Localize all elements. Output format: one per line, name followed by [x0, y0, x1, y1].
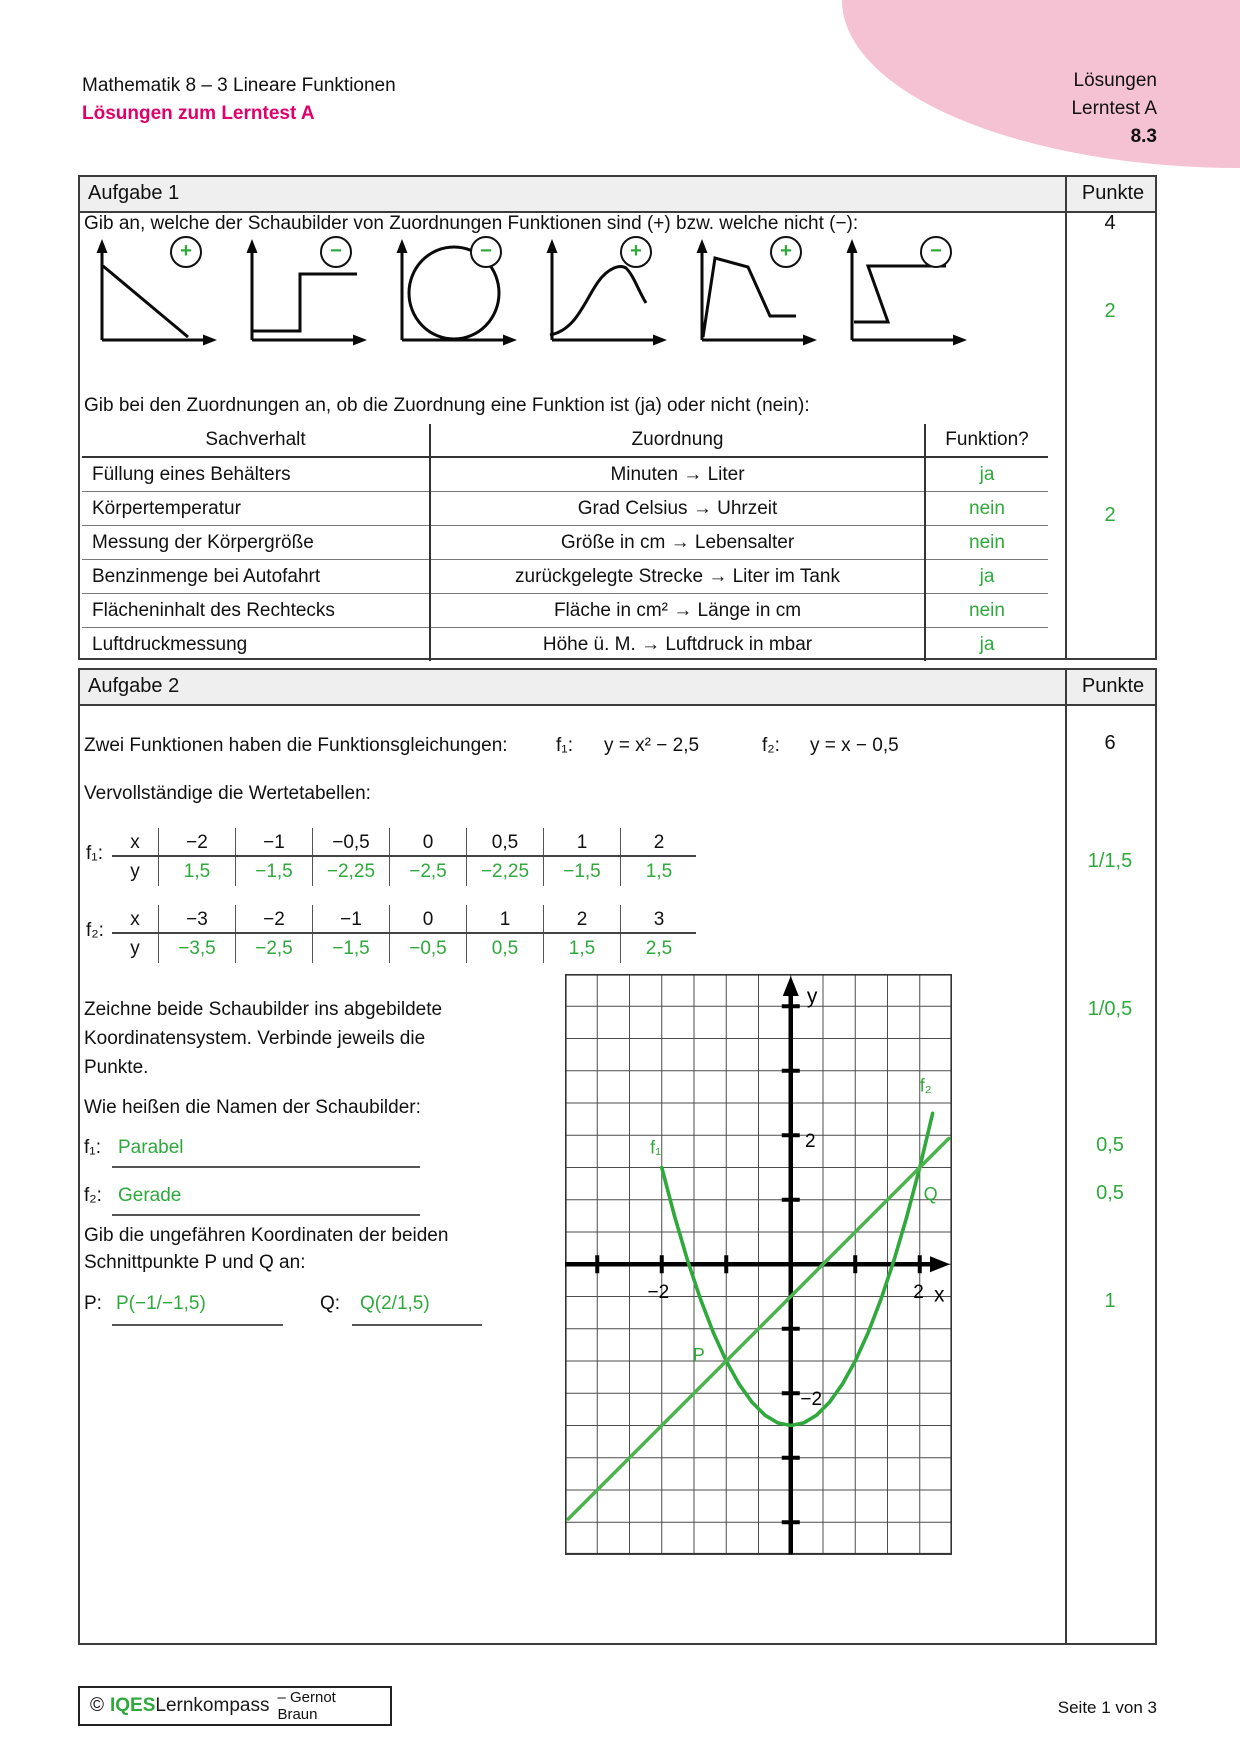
- name-f2-label: f₂:: [84, 1185, 102, 1206]
- graph4-sign-badge: +: [620, 236, 652, 268]
- tables-instruction: Vervollständige die Wertetabellen:: [84, 783, 371, 804]
- task1-table-intro: Gib bei den Zuordnungen an, ob die Zuordnung eine Funktion ist (ja) oder nicht (nein):: [84, 395, 810, 416]
- task2-intro: Zwei Funktionen haben die Funktionsgleichungen:: [84, 735, 508, 756]
- wt2-middle-line: [112, 932, 696, 934]
- wt1-y-value: −2,5: [390, 857, 467, 886]
- corner-blob-decoration: [842, 0, 1240, 168]
- mini-graph-5: [690, 236, 840, 352]
- cell-zuordnung: Größe in cm → Lebensalter: [430, 526, 925, 560]
- table-row: [82, 457, 1048, 492]
- col-header-sachverhalt: Sachverhalt: [82, 424, 430, 457]
- col-header-funktion: Funktion?: [925, 424, 1048, 457]
- page-number: Seite 1 von 3: [1057, 1698, 1157, 1717]
- wt1-y-value: −2,25: [313, 857, 390, 886]
- cell-sachverhalt: Benzinmenge bei Autofahrt: [82, 560, 430, 594]
- cell-zuordnung: Fläche in cm² → Länge in cm: [430, 594, 925, 628]
- corner-line-1: Lösungen: [1073, 70, 1157, 91]
- intersect-line1: Gib die ungefähren Koordinaten der beiden: [84, 1225, 449, 1246]
- task1-points-table: 2: [1104, 504, 1116, 526]
- wt2-x-value: −2: [236, 905, 313, 934]
- task2-points-intersect: 1: [1104, 1290, 1116, 1312]
- task1-points-separator: [1065, 177, 1067, 658]
- names-heading: Wie heißen die Namen der Schaubilder:: [84, 1097, 421, 1118]
- cell-zuordnung: Grad Celsius → Uhrzeit: [430, 492, 925, 526]
- f2-symbol: f₂:: [762, 735, 780, 756]
- wt1-middle-line: [112, 855, 696, 857]
- task1-points-header: Punkte: [1081, 182, 1145, 204]
- cell-answer: nein: [925, 594, 1048, 628]
- footer-credit-box: [78, 1686, 392, 1726]
- draw-instruction-line1: Zeichne beide Schaubilder ins abgebildete: [84, 999, 443, 1020]
- mini-graph-2: [240, 236, 390, 352]
- wt2-y-rowlabel: y: [130, 937, 140, 959]
- page-title: Lösungen zum Lerntest A: [82, 103, 315, 124]
- wt2-x-value: 0: [390, 905, 467, 934]
- wt2-x-value: 3: [621, 905, 698, 934]
- wt2-x-value: 2: [544, 905, 621, 934]
- svg-text:f₁: f₁: [650, 1137, 662, 1158]
- wt1-label: f₁:: [86, 843, 103, 864]
- copyright-icon: ©: [90, 1695, 104, 1716]
- wt2-label: f₂:: [86, 920, 104, 941]
- table-row: [82, 594, 1048, 628]
- graph2-sign-badge: −: [320, 236, 352, 268]
- wt1-x-value: 1: [544, 828, 621, 857]
- f1-symbol: f₁:: [556, 735, 573, 756]
- task2-points-header: Punkte: [1081, 675, 1145, 697]
- draw-instruction-line2: Koordinatensystem. Verbinde jeweils die: [84, 1028, 426, 1049]
- task2-points-draw: 1/0,5: [1087, 998, 1133, 1020]
- wt1-y-value: 1,5: [621, 857, 698, 886]
- table-row: [82, 492, 1048, 526]
- q-answer-line: [352, 1324, 482, 1326]
- cell-answer: ja: [925, 628, 1048, 662]
- cell-answer: ja: [925, 457, 1048, 492]
- f1-equation: y = x² − 2,5: [604, 735, 700, 756]
- wt1-x-rowlabel: x: [130, 831, 140, 853]
- svg-text:y: y: [806, 985, 818, 1009]
- wt2-x-row: [112, 905, 697, 934]
- cell-sachverhalt: Füllung eines Behälters: [82, 457, 430, 492]
- wt2-y-value: 2,5: [621, 934, 698, 963]
- cell-zuordnung: Höhe ü. M. → Luftdruck in mbar: [430, 628, 925, 662]
- footer-author: – Gernot Braun: [277, 1689, 336, 1723]
- task1-points-intro: 4: [1104, 212, 1116, 234]
- graph3-sign-badge: −: [470, 236, 502, 268]
- task2-heading: Aufgabe 2: [88, 675, 180, 697]
- name-f1-label: f₁:: [84, 1137, 101, 1158]
- graph5-sign-badge: +: [770, 236, 802, 268]
- mini-graph-4: [540, 236, 690, 352]
- f2-equation: y = x − 0,5: [810, 735, 899, 756]
- brand-iqes: IQES: [110, 1695, 156, 1716]
- task2-header-band: [80, 670, 1155, 706]
- cell-answer: nein: [925, 526, 1048, 560]
- wt1-x-value: 0,5: [467, 828, 544, 857]
- svg-text:x: x: [933, 1283, 945, 1307]
- wt2-y-row: [112, 934, 697, 963]
- q-label: Q:: [320, 1293, 341, 1314]
- wt1-x-value: 0: [390, 828, 467, 857]
- table-row: [82, 628, 1048, 662]
- task2-points-name-f2: 0,5: [1096, 1182, 1124, 1204]
- wt2-x-value: 1: [467, 905, 544, 934]
- corner-section-number: 8.3: [1130, 126, 1157, 147]
- wt1-y-value: −1,5: [236, 857, 313, 886]
- wt2-y-value: −2,5: [236, 934, 313, 963]
- wt1-x-value: 2: [621, 828, 698, 857]
- task1-heading: Aufgabe 1: [88, 182, 180, 204]
- wt1-x-value: −1: [236, 828, 313, 857]
- assignment-table: [82, 424, 1048, 661]
- mini-graph-6: [840, 236, 990, 352]
- graph1-sign-badge: +: [170, 236, 202, 268]
- svg-text:f₂: f₂: [919, 1075, 932, 1096]
- cell-sachverhalt: Flächeninhalt des Rechtecks: [82, 594, 430, 628]
- name-f2-answer: Gerade: [118, 1185, 182, 1206]
- wt2-y-value: −3,5: [159, 934, 236, 963]
- draw-instruction-line3: Punkte.: [84, 1057, 149, 1078]
- task2-points-intro: 6: [1104, 732, 1116, 754]
- p-answer: P(−1/−1,5): [116, 1293, 206, 1314]
- wt2-x-rowlabel: x: [130, 908, 140, 930]
- p-label: P:: [84, 1293, 102, 1314]
- wt1-x-row: [112, 828, 697, 857]
- task1-header-band: [80, 177, 1155, 213]
- wt2-x-value: −3: [159, 905, 236, 934]
- intersect-line2: Schnittpunkte P und Q an:: [84, 1252, 306, 1273]
- mini-graph-3: [390, 236, 540, 352]
- wt1-x-value: −2: [159, 828, 236, 857]
- wt1-x-value: −0,5: [313, 828, 390, 857]
- value-table-f1: [112, 828, 697, 886]
- svg-text:−2: −2: [647, 1281, 670, 1303]
- coordinate-system-chart: [565, 974, 952, 1555]
- graph6-sign-badge: −: [920, 236, 952, 268]
- corner-line-2: Lerntest A: [1071, 98, 1157, 119]
- value-table-f2: [112, 905, 697, 963]
- cell-zuordnung: zurückgelegte Strecke → Liter im Tank: [430, 560, 925, 594]
- mini-graphs-row: [90, 236, 990, 352]
- cell-answer: ja: [925, 560, 1048, 594]
- course-line: Mathematik 8 – 3 Lineare Funktionen: [82, 75, 396, 96]
- p-answer-line: [112, 1324, 283, 1326]
- mini-graph-1: [90, 236, 240, 352]
- name-f1-answer-line: [112, 1166, 420, 1168]
- wt1-y-rowlabel: y: [130, 860, 140, 882]
- wt2-y-value: −0,5: [390, 934, 467, 963]
- task1-points-graphs: 2: [1104, 300, 1116, 322]
- cell-sachverhalt: Messung der Körpergröße: [82, 526, 430, 560]
- cell-sachverhalt: Körpertemperatur: [82, 492, 430, 526]
- table-row: [82, 526, 1048, 560]
- wt1-y-value: −2,25: [467, 857, 544, 886]
- cell-sachverhalt: Luftdruckmessung: [92, 633, 248, 655]
- wt2-y-value: −1,5: [313, 934, 390, 963]
- svg-text:−2: −2: [800, 1388, 823, 1410]
- svg-text:Q: Q: [923, 1183, 938, 1204]
- svg-text:2: 2: [913, 1281, 924, 1303]
- svg-text:2: 2: [804, 1130, 816, 1152]
- wt2-x-value: −1: [313, 905, 390, 934]
- q-answer: Q(2/1,5): [360, 1293, 430, 1314]
- col-header-zuordnung: Zuordnung: [430, 424, 925, 457]
- task1-intro: Gib an, welche der Schaubilder von Zuordnungen Funktionen sind (+) bzw. welche nicht (−):: [84, 213, 859, 234]
- wt1-y-row: [112, 857, 697, 886]
- brand-lernkompass: Lernkompass: [155, 1695, 270, 1716]
- table-row: [82, 560, 1048, 594]
- assignment-table-header-row: [82, 424, 1048, 457]
- cell-answer: nein: [925, 492, 1048, 526]
- wt1-y-value: −1,5: [544, 857, 621, 886]
- wt2-y-value: 0,5: [467, 934, 544, 963]
- task2-points-wt: 1/1,5: [1087, 850, 1133, 872]
- name-f2-answer-line: [112, 1214, 420, 1216]
- cell-zuordnung: Minuten → Liter: [430, 457, 925, 492]
- wt1-y-value: 1,5: [159, 857, 236, 886]
- svg-text:P: P: [692, 1345, 705, 1365]
- name-f1-answer: Parabel: [118, 1137, 184, 1158]
- task2-points-name-f1: 0,5: [1096, 1134, 1124, 1156]
- wt2-y-value: 1,5: [544, 934, 621, 963]
